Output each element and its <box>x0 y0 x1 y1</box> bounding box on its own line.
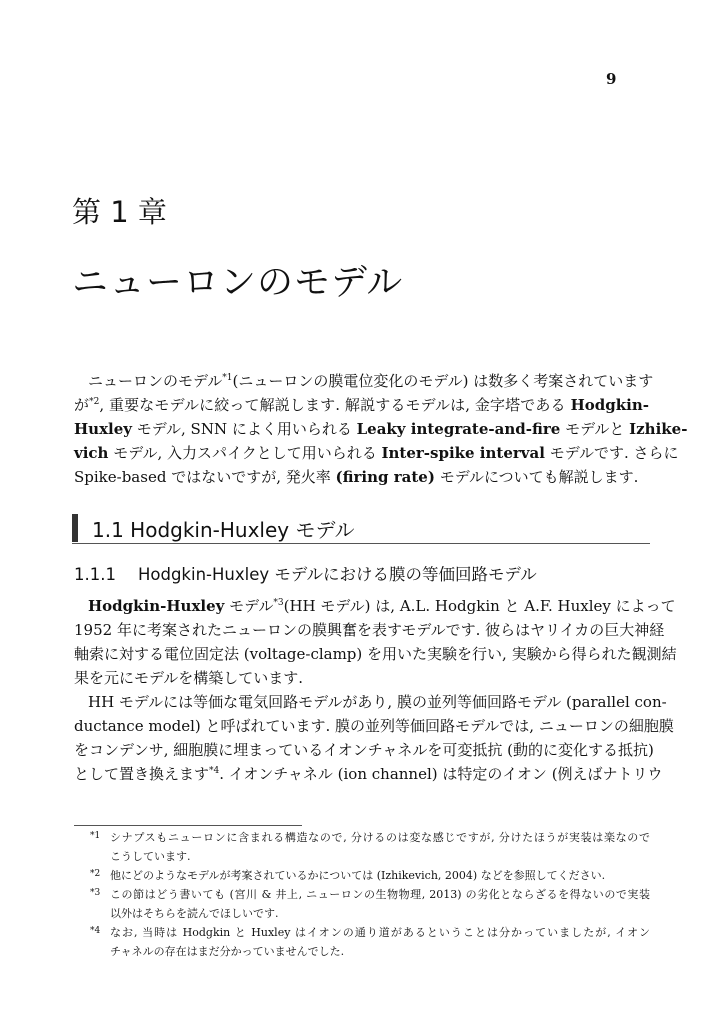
text-segment: Leaky integrate-and-fire <box>356 420 561 438</box>
text-line <box>74 594 676 618</box>
text-line <box>74 417 688 441</box>
section-title: 1.1 Hodgkin-Huxley モデル <box>92 518 355 542</box>
text-segment: が <box>74 396 90 414</box>
text-segment: をコンデンサ, 細胞膜に埋まっているイオンチャネルを可変抵抗 (動的に変化する抵抗) <box>74 741 654 759</box>
subsection-number: 1.1.1 <box>74 565 116 584</box>
footnote-line <box>90 904 650 923</box>
text-segment: ductance model) と呼ばれています. 膜の並列等価回路モデルでは, ニューロンの細胞膜 <box>74 717 674 735</box>
text-segment: 果を元にモデルを構築しています. <box>74 669 304 687</box>
footnote-ref[interactable]: *1 <box>222 373 233 383</box>
text-segment: Inter-spike interval <box>381 444 545 462</box>
subsection-title: Hodgkin-Huxley モデルにおける膜の等価回路モデル <box>137 565 537 584</box>
text-segment: Huxley <box>74 420 132 438</box>
footnote-text: シナプスもニューロンに含まれる構造なので, 分けるのは変な感じですが, 分けたほうが実装は楽なので <box>110 831 650 844</box>
footnote-mark: *1 <box>90 831 101 841</box>
text-line <box>74 642 677 666</box>
text-segment: (HH モデル) は, A.L. Hodgkin と A.F. Huxley によって <box>283 597 676 615</box>
text-line <box>74 738 654 762</box>
footnote-text: 他にどのようなモデルが考案されているかについては (Izhikevich, 2004) などを参照してください. <box>110 869 606 882</box>
footnote-ref[interactable]: *2 <box>89 397 100 407</box>
text-segment: ニューロンのモデル <box>88 372 223 390</box>
footnote-line <box>90 866 650 885</box>
footnote-text: なお, 当時は Hodgkin と Huxley はイオンの通り道があるということは分かっていましたが, イオン <box>110 926 650 939</box>
text-segment: モデル <box>224 597 274 615</box>
text-segment: モデルと <box>560 420 630 438</box>
text-line <box>74 666 649 690</box>
intro-paragraph <box>74 369 688 489</box>
footnote-text: チャネルの存在はまだ分かっていませんでした. <box>110 945 345 958</box>
text-segment: Izhike- <box>629 420 688 438</box>
text-line <box>74 465 649 489</box>
subsection-heading <box>74 561 537 585</box>
text-segment: vich <box>74 444 109 462</box>
text-segment: モデルです. さらに <box>544 444 679 462</box>
text-segment: モデル, SNN によく用いられる <box>131 420 357 438</box>
text-segment: (ニューロンの膜電位変化のモデル) は数多く考案されています <box>232 372 654 390</box>
text-line <box>74 690 667 714</box>
text-segment: モデルについても解説します. <box>434 468 639 486</box>
text-line <box>74 393 649 417</box>
text-segment: Hodgkin-Huxley <box>88 597 225 615</box>
body-paragraphs <box>74 594 677 786</box>
text-line <box>74 618 665 642</box>
footnote-text: こうしています. <box>110 850 191 863</box>
text-line <box>74 762 663 786</box>
text-line <box>74 714 674 738</box>
footnote-mark: *4 <box>90 926 101 936</box>
text-segment: 軸索に対する電位固定法 (voltage-clamp) を用いた実験を行い, 実験から得られた観測結 <box>74 645 677 663</box>
footnote-line <box>90 828 650 847</box>
footnote-ref[interactable]: *3 <box>273 598 284 608</box>
text-segment: 1952 年に考案されたニューロンの膜興奮を表すモデルです. 彼らはヤリイカの巨大神経 <box>74 621 665 639</box>
footnote-line <box>90 942 650 961</box>
footnote-mark: *2 <box>90 869 101 879</box>
page-number: 9 <box>606 70 617 88</box>
text-segment: (firing rate) <box>335 468 435 486</box>
footnotes <box>90 828 650 961</box>
text-segment: として置き換えます <box>74 765 210 783</box>
footnote-rule <box>74 825 302 826</box>
chapter-title: ニューロンのモデル <box>72 262 404 303</box>
chapter-label: 第 1 章 <box>72 195 167 229</box>
footnote-mark: *3 <box>90 888 101 898</box>
footnote-text: この節はどう書いても (宮川 & 井上, ニューロンの生物物理, 2013) の劣化とならざるを得ないので実装 <box>110 888 650 901</box>
section-bar <box>72 514 78 542</box>
footnote-line <box>90 923 650 942</box>
text-segment: モデル, 入力スパイクとして用いられる <box>108 444 382 462</box>
text-segment: Hodgkin- <box>570 396 649 414</box>
text-segment: , 重要なモデルに絞って解説します. 解説するモデルは, 金字塔である <box>99 396 571 414</box>
section-heading <box>72 512 650 544</box>
text-segment: . イオンチャネル (ion channel) は特定のイオン (例えばナトリウ <box>219 765 663 783</box>
text-line <box>74 369 654 393</box>
text-line <box>74 441 679 465</box>
footnote-line <box>90 847 650 866</box>
text-segment: HH モデルには等価な電気回路モデルがあり, 膜の並列等価回路モデル (parallel con- <box>88 693 667 711</box>
footnote-text: 以外はそちらを読んでほしいです. <box>110 907 279 920</box>
footnote-line <box>90 885 650 904</box>
footnote-ref[interactable]: *4 <box>209 766 220 776</box>
text-segment: Spike-based ではないですが, 発火率 <box>74 468 336 486</box>
